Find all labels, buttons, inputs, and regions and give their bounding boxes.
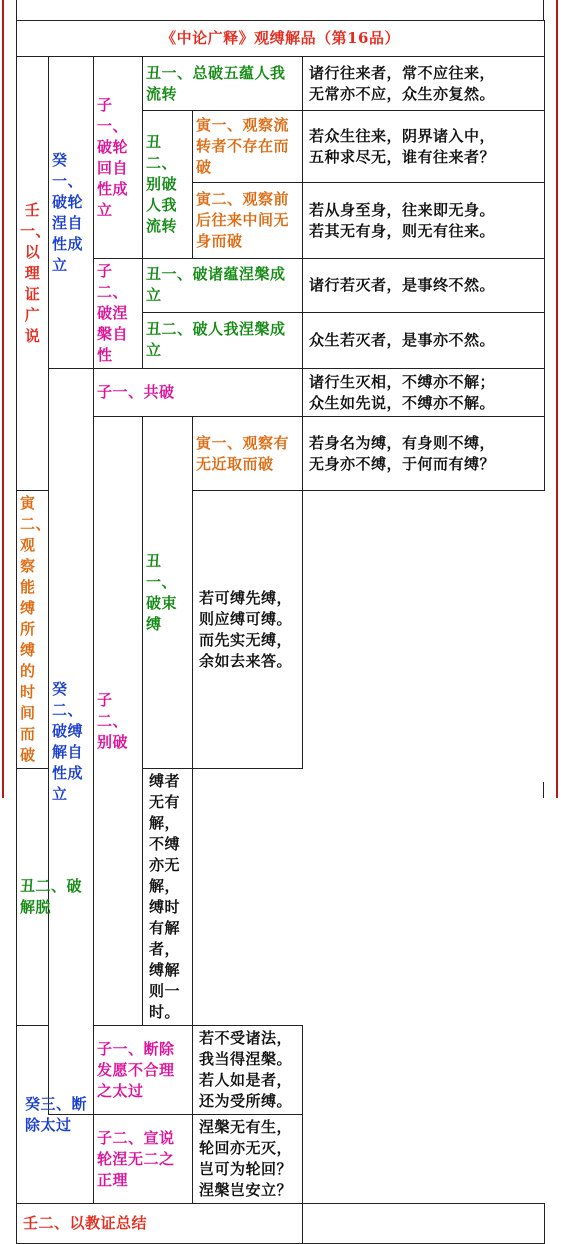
verse-line: 缚者无有解，不缚亦无解， — [149, 772, 181, 895]
g2-zi1-verse — [303, 369, 545, 417]
yin1-verse — [303, 111, 545, 183]
gui3-heading: 癸三、断除太过 — [17, 1026, 94, 1204]
verse-line: 缚时有解者，缚解则一时。 — [149, 898, 181, 1021]
g2-chou2-heading: 丑二、破解脱 — [17, 769, 94, 1026]
page-title: 《中论广释》观缚解品（第16品） — [17, 21, 545, 57]
g3-zi2-heading: 子二、宣说轮涅无二之正理 — [94, 1115, 193, 1204]
verse-line: 若人如是者，还为受所缚。 — [199, 1071, 293, 1110]
verse-line: 无身亦不缚，于何而有缚？ — [309, 454, 496, 473]
g2-chou1-heading: 丑一、破束缚 — [143, 417, 193, 769]
verse-line: 若其无有身，则无有往来。 — [309, 221, 496, 240]
verse-line: 众生若灭者，是事亦不然。 — [309, 330, 496, 349]
g3-zi1-verse — [193, 1026, 303, 1115]
g2-yin1-heading: 寅一、观察有无近取而破 — [193, 417, 303, 491]
verse-line: 若身名为缚，有身则不缚， — [309, 433, 496, 452]
zi2-chou2-heading: 丑二、破人我涅槃成立 — [143, 312, 303, 368]
verse-line: 五种求尽无，谁有往来者？ — [309, 147, 496, 166]
zi2-heading: 子二、破涅槃自性 — [94, 259, 143, 369]
verse-line: 若不受诸法，我当得涅槃。 — [199, 1029, 293, 1068]
verse-line: 若可缚先缚，则应缚可缚。 — [199, 588, 293, 628]
top-strip — [16, 0, 544, 20]
zi1-heading: 子一、破轮回自性成立 — [94, 57, 143, 259]
gui1-heading: 癸一、破轮涅自性成立 — [49, 57, 94, 369]
chou2-heading: 丑二、别破人我流转 — [143, 111, 193, 259]
g2-yin2-heading: 寅二、观察能缚所缚的时间而破 — [17, 491, 49, 769]
verse-line: 无常亦不应，众生亦复然。 — [309, 84, 496, 103]
outline-table — [16, 20, 545, 1244]
g3-zi1-heading: 子一、断除发愿不合理之太过 — [94, 1026, 193, 1115]
yin2-verse — [303, 183, 545, 259]
g2-zi2-heading: 子二、别破 — [94, 417, 143, 1026]
yin2-heading: 寅二、观察前后往来中间无身而破 — [193, 183, 303, 259]
g3-zi2-verse — [193, 1115, 303, 1204]
g2-yin2-verse — [193, 491, 303, 769]
g2-chou2-verse — [143, 769, 193, 1026]
g2-zi1-heading: 子一、共破 — [94, 369, 303, 417]
zi2-chou1-verse — [303, 259, 545, 313]
g2-yin1-verse — [303, 417, 545, 491]
verse-line: 若众生往来，阴界诸入中， — [309, 126, 496, 145]
yin1-heading: 寅一、观察流转者不存在而破 — [193, 111, 303, 183]
verse-line: 而先实无缚，余如去来答。 — [199, 630, 293, 670]
zi2-chou1-heading: 丑一、破诸蕴涅槃成立 — [143, 259, 303, 313]
chou1-heading: 丑一、总破五蕴人我流转 — [143, 57, 303, 111]
verse-line: 诸行往来者，常不应往来， — [309, 63, 496, 82]
ren2-heading: 壬二、以教证总结 — [17, 1204, 303, 1244]
ren2-verse-empty — [303, 1204, 545, 1244]
ren1-heading: 壬一、以理证广说 — [17, 57, 49, 491]
verse-line: 涅槃无有生，轮回亦无灭， — [199, 1118, 293, 1157]
zi2-chou2-verse — [303, 312, 545, 368]
verse-line: 岂可为轮回？涅槃岂安立？ — [199, 1160, 293, 1199]
chou1-verse — [303, 57, 545, 111]
gui2-heading: 癸二、破缚解自性成立 — [49, 369, 94, 1115]
verse-line: 诸行若灭者，是事终不然。 — [309, 275, 496, 294]
verse-line: 若从身至身，往来即无身。 — [309, 200, 496, 219]
verse-line: 诸行生灭相，不缚亦不解； — [309, 372, 496, 391]
verse-line: 众生如先说，不缚亦不解。 — [309, 393, 496, 412]
